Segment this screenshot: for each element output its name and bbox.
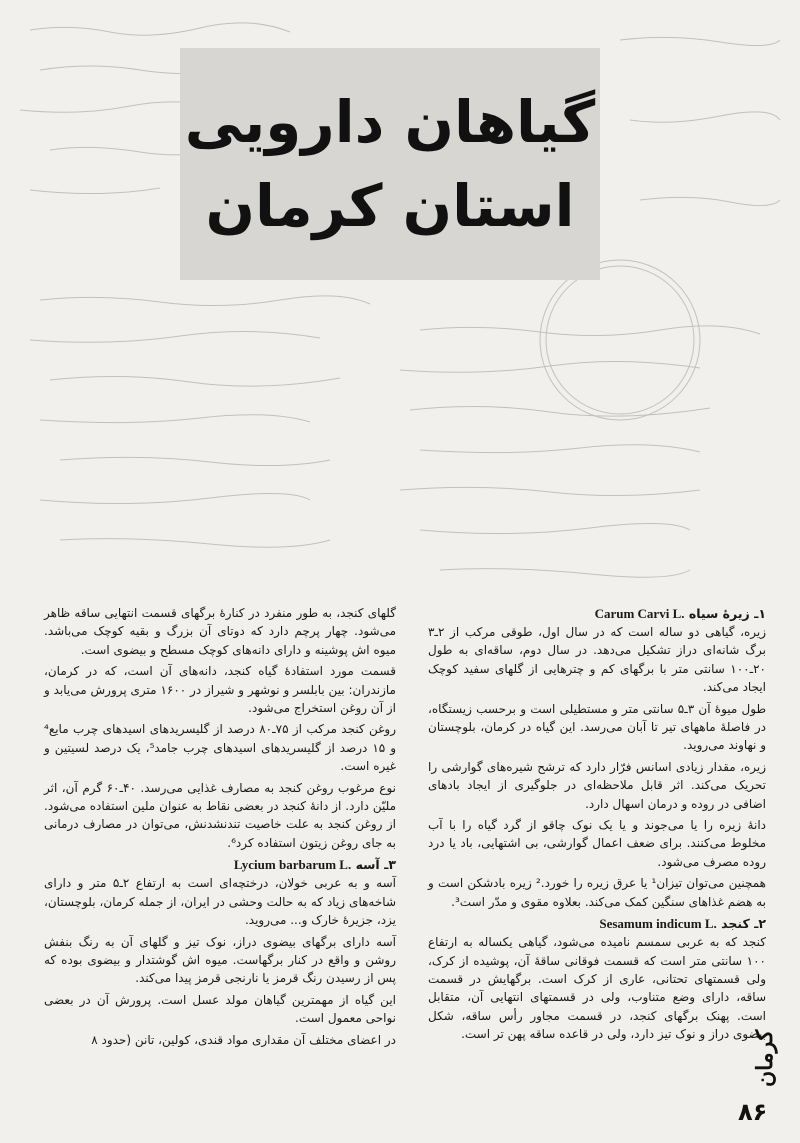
body-paragraph: در اعضای مختلف آن مقداری مواد قندی، کولین، تانن (حدود ۸ bbox=[91, 1032, 396, 1047]
body-paragraph: آسه و به عربی خولان، درختچه‌ای است به ارتفاع ۲ـ۵ متر و دارای شاخه‌های زیاد که به حالت وحشی در ایران، از جمله کرمان، بلوچستان، یزد، جزیرهٔ خارک و... می‌روید. bbox=[44, 876, 397, 928]
body-paragraph: کنجد که به عربی سمسم نامیده می‌شود، گیاهی یکساله به ارتفاع ۱۰۰ سانتی متر است که قسمت فوقانی ساقهٔ آن، پوشیده از کرک، ولی قسمتهای تحتانی، عاری از کرک است. برگهایش در قسمت ساقه، دارای وضع متناوب، ولی در قسمتهای انتهایی آن، متقابل است. پهنک برگهای کنجد، در قسمت مجاور رأس ساقه، شکل بیضوی دراز و نوک تیز دارد، ولی در قاعده ساقه پهن تر است. bbox=[428, 935, 766, 1042]
magazine-margin-logo: کرمان bbox=[752, 1030, 778, 1088]
text-column-right bbox=[428, 604, 766, 1047]
body-paragraph: آسه دارای برگهای بیضوی دراز، نوک تیز و گلهای آن به رنگ بنفش روشن و واقع در کنار برگهاست. میوه اش گوشتدار و بیضوی بوده که پس از رسیدن رنگ قرمز یا نارنجی قرمز پیدا می‌کند. bbox=[44, 934, 396, 986]
section-heading bbox=[44, 855, 396, 874]
scientific-name: Carum Carvi L. bbox=[594, 606, 685, 621]
body-paragraph: این گیاه از مهمترین گیاهان مولد عسل است. پرورش آن در بعضی نواحی معمول است. bbox=[44, 992, 396, 1026]
section-heading-number: ۳ـ آسه bbox=[355, 857, 396, 873]
page-number: ۸۶ bbox=[738, 1098, 768, 1126]
section-heading bbox=[428, 914, 766, 933]
body-paragraph: زیره، مقدار زیادی اسانس فرّار دارد که ترشح شیره‌های گوارشی را تحریک می‌کند. اثر قابل ملاحظه‌ای در جلوگیری از ایجاد بادهای اضافی در روده و درمان اسهال دارد. bbox=[428, 759, 766, 811]
body-paragraph: قسمت مورد استفادهٔ گیاه کنجد، دانه‌های آن است، که در کرمان، مازندران: بین بابلسر و نوشهر و شیراز در ۱۶۰۰ متری پرورش می‌یابد و از آن روغن استخراج می‌شود. bbox=[44, 664, 396, 716]
article-title-line-2: استان کرمان bbox=[205, 172, 575, 240]
scientific-name: Lycium barbarum L. bbox=[233, 857, 352, 873]
body-paragraph: طول میوهٔ آن ۳ـ۵ سانتی متر و مستطیلی است و برحسب زیستگاه، در فاصلهٔ ماههای تیر تا آبان می‌رسد. این گیاه در کرمان، بلوچستان و نهاوند می‌روید. bbox=[428, 701, 766, 753]
section-heading bbox=[428, 604, 766, 623]
body-paragraph: دانهٔ زیره را یا می‌جوند و یا یک نوک چاقو از گرد گیاه را با آب مخلوط می‌کنند. برای ضعف اعمال گوارشی، بی اشتهایی، باد یا درد روده مصرف می‌شود. bbox=[428, 818, 766, 869]
article-title-line-1: گیاهان دارویی bbox=[184, 88, 596, 156]
text-column-left bbox=[44, 604, 396, 1052]
body-paragraph: زیره، گیاهی دو ساله است که در سال اول، طوقی مرکب از ۲ـ۳ برگ شانه‌ای دراز تشکیل می‌دهد. در سال دوم، ساقه‌ای به طول ۲۰ـ۱۰۰ سانتی متر با برگهای کم و چترهایی از گلهای سفید کوچک ایجاد می‌کند. bbox=[428, 625, 766, 695]
section-heading-number: ۲ـ کنجد bbox=[721, 916, 766, 932]
body-paragraph: روغن کنجد مرکب از ۷۵ـ۸۰ درصد از گلیسریدهای اسیدهای چرب مایع⁴ و ۱۵ درصد از گلیسریدهای اسیدهای چرب جامد⁵، یک درصد لسیتین و غیره است. bbox=[44, 722, 397, 774]
body-paragraph: نوع مرغوب روغن کنجد به مصارف غذایی می‌رسد. ۴۰ـ۶۰ گرم آن، اثر ملیّن دارد. از دانهٔ کنجد در بعضی نقاط به عنوان ملین استفاده می‌شود. از روغن کنجد به علت خاصیت تندنشدنش، می‌توان در مصارف درمانی به جای روغن زیتون استفاده کرد⁶. bbox=[44, 780, 396, 850]
scientific-name: Sesamum indicum L. bbox=[599, 916, 717, 932]
body-paragraph: همچنین می‌توان تیزان¹ یا عرق زیره را خورد.² زیره بادشکن است و به هضم غذاهای سنگین کمک می‌کند. بعلاوه مقوی و مدّر است³. bbox=[428, 876, 766, 909]
article-title-box bbox=[180, 48, 600, 280]
section-heading-number: ۱ـ زیرهٔ سیاه bbox=[688, 606, 766, 621]
body-paragraph: گلهای کنجد، به طور منفرد در کنارهٔ برگهای قسمت انتهایی ساقه ظاهر می‌شود. چهار پرچم دارد که دوتای آن بزرگ و بقیه کوچک می‌باشد. میوه اش پوشینه و دارای دانه‌های کوچک مسطح و بیضوی است. bbox=[44, 606, 396, 657]
